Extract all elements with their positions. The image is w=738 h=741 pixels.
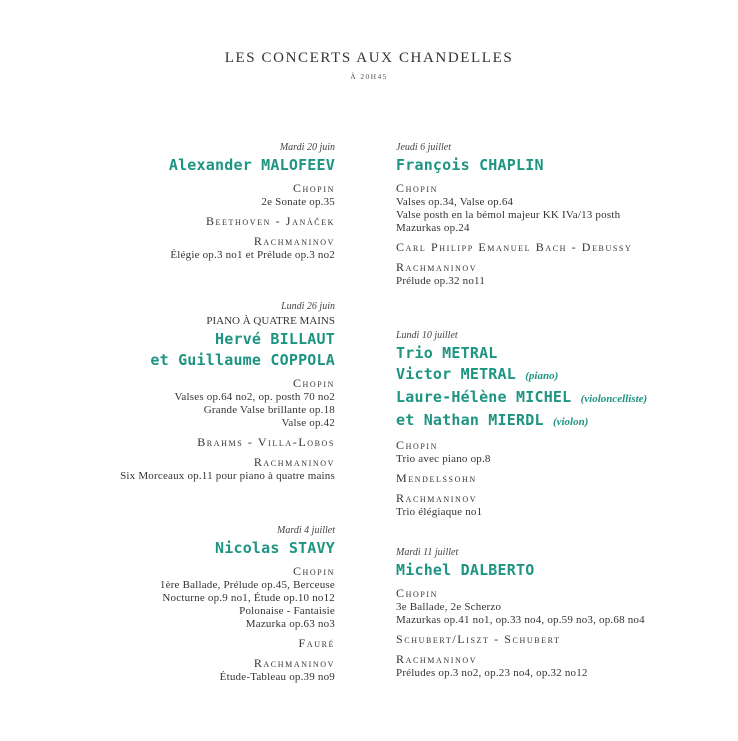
- composer: Fauré: [298, 636, 335, 650]
- composer: Schubert/Liszt - Schubert: [396, 632, 561, 646]
- performer-role: (violoncelliste): [580, 393, 648, 405]
- composer: Carl Philipp Emanuel Bach - Debussy: [396, 240, 633, 254]
- composer: Brahms - Villa-Lobos: [197, 435, 335, 449]
- concert-dalberto: [396, 546, 645, 680]
- performer-name: Victor METRAL: [396, 365, 516, 383]
- work: 1ère Ballade, Prélude op.45, Berceuse: [159, 579, 335, 591]
- work: Mazurkas op.41 no1, op.33 no4, op.59 no3, op.68 no4: [396, 614, 645, 626]
- page-title: LES CONCERTS AUX CHANDELLES: [224, 50, 514, 66]
- work: Étude-Tableau op.39 no9: [219, 671, 335, 683]
- composer: Rachmaninov: [396, 260, 478, 274]
- work: 3e Ballade, 2e Scherzo: [396, 601, 502, 613]
- work: Trio avec piano op.8: [396, 453, 491, 465]
- composer: Chopin: [292, 564, 335, 578]
- performer-name: François CHAPLIN: [396, 156, 544, 174]
- composer: Rachmaninov: [253, 656, 335, 670]
- work: Valses op.34, Valse op.64: [396, 196, 514, 208]
- performer-name: Alexander MALOFEEV: [168, 156, 335, 174]
- work: Prélude op.32 no11: [396, 275, 486, 287]
- composer: Beethoven - Janáček: [205, 214, 335, 228]
- work: 2e Sonate op.35: [261, 196, 335, 208]
- composer: Chopin: [292, 376, 335, 390]
- concert-stavy: [160, 524, 335, 684]
- performer-name: Trio METRAL: [396, 344, 498, 362]
- composer: Chopin: [292, 181, 335, 195]
- composer: Chopin: [396, 181, 439, 195]
- performer-name: Hervé BILLAUT: [215, 330, 335, 348]
- work: Grande Valse brillante op.18: [203, 404, 335, 416]
- composer: Rachmaninov: [396, 491, 478, 505]
- work: Élégie op.3 no1 et Prélude op.3 no2: [170, 249, 335, 261]
- performer-line: [396, 364, 647, 387]
- work: Nocturne op.9 no1, Étude op.10 no12: [162, 592, 335, 604]
- work: Mazurka op.63 no3: [245, 618, 335, 630]
- concert-date: Jeudi 6 juillet: [396, 142, 451, 153]
- work: Valse op.42: [281, 417, 335, 429]
- concert-format: PIANO À QUATRE MAINS: [206, 315, 335, 327]
- performer-role: (piano): [525, 370, 559, 382]
- work: Six Morceaux op.11 pour piano à quatre mains: [120, 470, 335, 482]
- composer: Rachmaninov: [253, 455, 335, 469]
- concert-date: Mardi 20 juin: [279, 142, 335, 153]
- work: Valses op.64 no2, op. posth 70 no2: [174, 391, 335, 403]
- work: Polonaise - Fantaisie: [239, 605, 335, 617]
- work: Trio élégiaque no1: [396, 506, 483, 518]
- performer-name: et Guillaume COPPOLA: [150, 351, 335, 369]
- work: Mazurkas op.24: [396, 222, 470, 234]
- performer-line: [396, 410, 647, 433]
- composer: Rachmaninov: [396, 652, 478, 666]
- composer: Mendelssohn: [396, 471, 477, 485]
- performer-name: Michel DALBERTO: [396, 561, 535, 579]
- concert-malofeev: [169, 141, 335, 262]
- work: Préludes op.3 no2, op.23 no4, op.32 no12: [396, 667, 588, 679]
- page-subtitle: À 20H45: [350, 72, 388, 81]
- composer: Chopin: [396, 438, 439, 452]
- concert-date: Mardi 11 juillet: [396, 547, 459, 558]
- concert-chaplin: [396, 141, 632, 288]
- concert-date: Lundi 10 juillet: [396, 330, 458, 341]
- composer: Chopin: [396, 586, 439, 600]
- concert-date: Lundi 26 juin: [281, 301, 335, 312]
- work: Valse posth en la bémol majeur KK IVa/13 posth: [396, 209, 621, 221]
- composer: Rachmaninov: [253, 234, 335, 248]
- performer-role: (violon): [552, 416, 589, 428]
- concert-billaut-coppola: [120, 300, 335, 483]
- concert-trio-metral: [396, 329, 647, 519]
- performer-name: et Nathan MIERDL: [396, 411, 544, 429]
- performer-line: [396, 387, 647, 410]
- concert-date: Mardi 4 juillet: [277, 525, 335, 536]
- performer-name: Nicolas STAVY: [215, 539, 335, 557]
- performer-name: Laure-Hélène MICHEL: [396, 388, 572, 406]
